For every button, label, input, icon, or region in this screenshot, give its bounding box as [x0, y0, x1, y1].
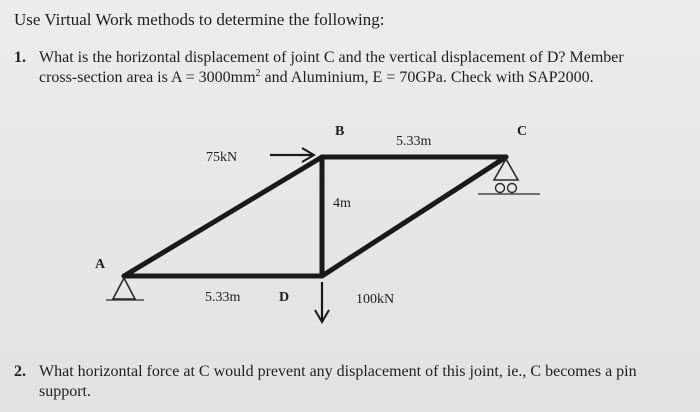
member-d-c: [322, 157, 506, 276]
instructions-heading: Use Virtual Work methods to determine the following:: [14, 10, 385, 29]
member-a-b: [124, 157, 322, 276]
top-span-label: 5.33m: [396, 134, 432, 149]
roller-wheel-left: [496, 184, 505, 193]
question-2-line-2: support.: [39, 383, 91, 400]
area-text: cross-section area is A = 3000mm: [39, 69, 256, 86]
pin-support-triangle: [113, 278, 135, 299]
pin-support-a: [106, 278, 144, 300]
question-1-number: 1.: [14, 49, 26, 66]
horizontal-load-label: 75kN: [206, 150, 238, 165]
question-2-line-1: What horizontal force at C would prevent any displacement of this joint, ie., C becomes a pin: [39, 363, 637, 380]
horizontal-load-arrow: [270, 148, 314, 162]
joint-b-label: B: [335, 124, 345, 139]
area-superscript: 2: [255, 68, 261, 79]
truss-members: [124, 157, 506, 276]
height-label: 4m: [333, 196, 351, 211]
question-2-number: 2.: [14, 363, 26, 380]
roller-support-c: [478, 159, 540, 194]
question-2-text: [39, 362, 679, 402]
joint-c-label: C: [517, 124, 528, 139]
joint-d-label: D: [279, 290, 290, 305]
question-1-line-1: What is the horizontal displacement of joint C and the vertical displacement of D? Member: [39, 49, 624, 66]
roller-wheel-right: [508, 184, 517, 193]
joint-a-label: A: [95, 257, 106, 272]
vertical-load-label: 100kN: [356, 292, 395, 307]
vertical-load-arrow: [315, 282, 329, 322]
bottom-span-label: 5.33m: [205, 290, 241, 305]
material-text: and Aluminium, E = 70GPa. Check with SAP2000.: [260, 69, 594, 86]
